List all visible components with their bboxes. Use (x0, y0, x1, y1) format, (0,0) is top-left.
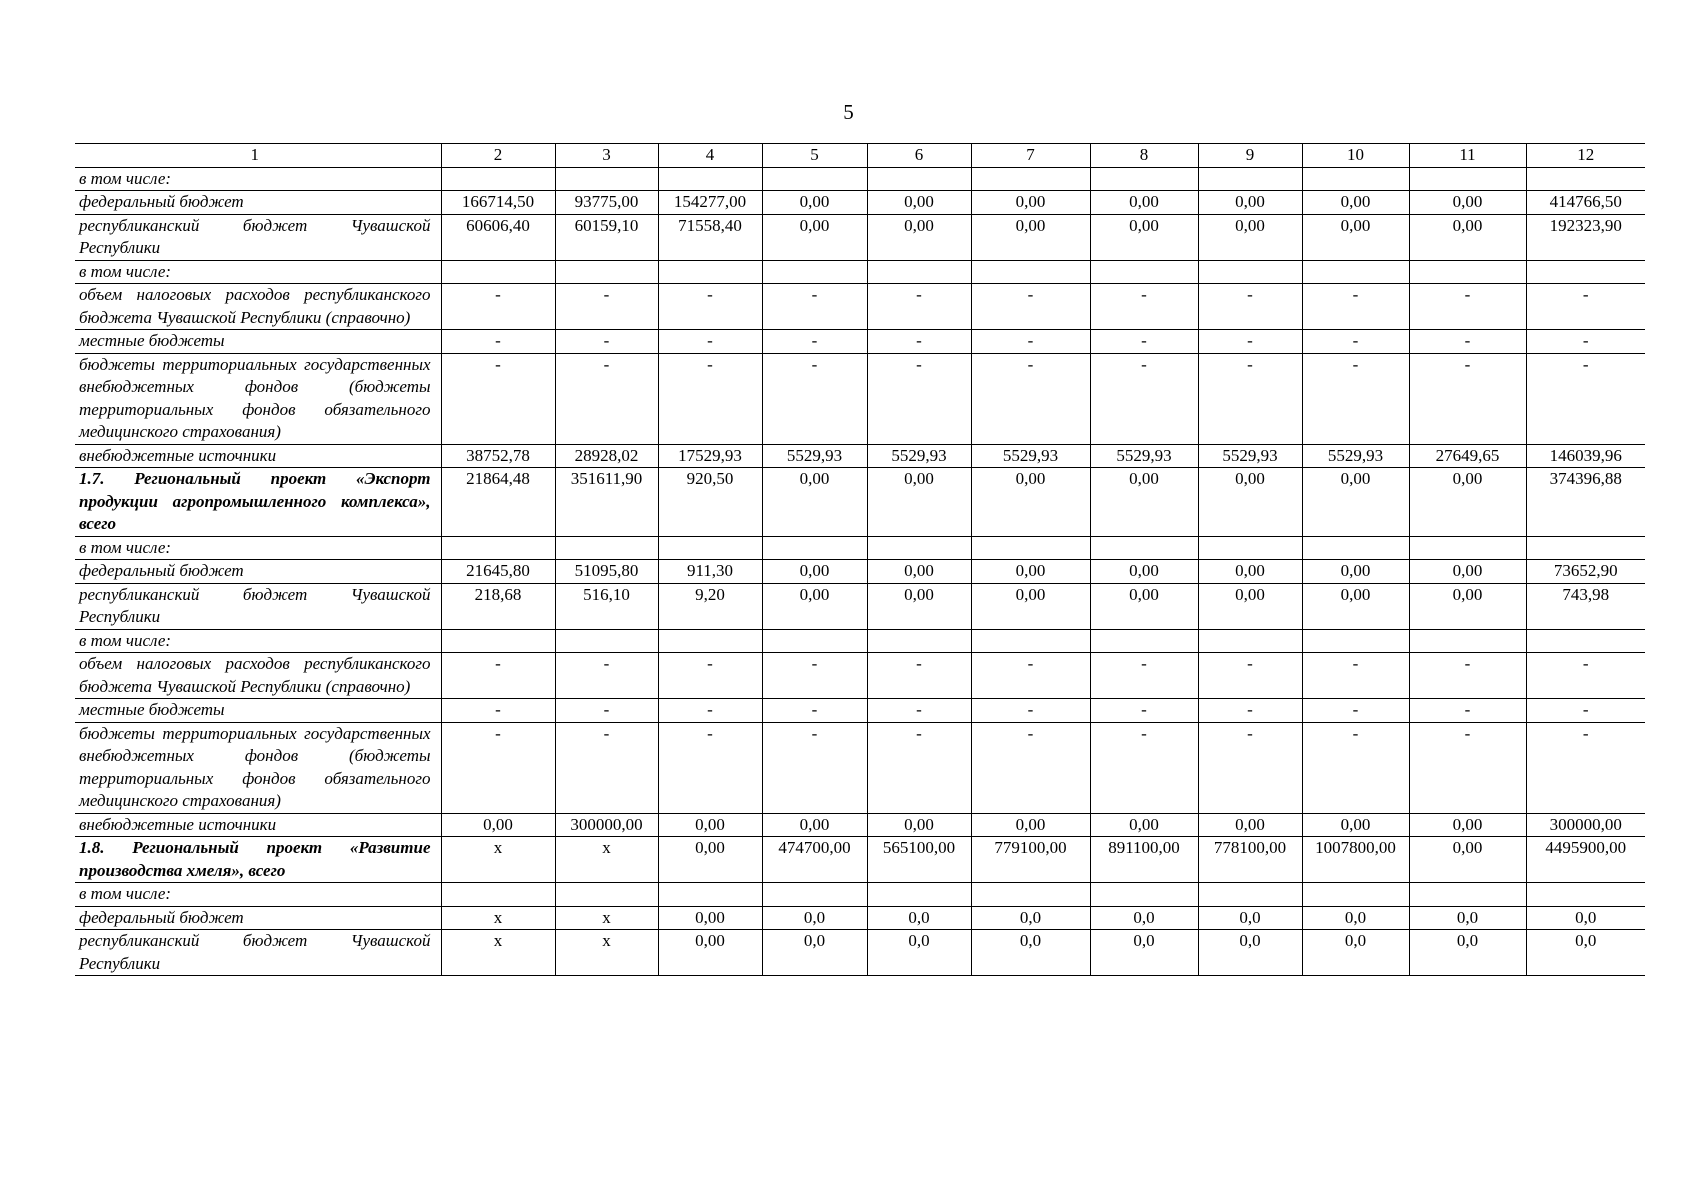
value-cell: х (441, 906, 555, 930)
value-cell: - (441, 699, 555, 723)
value-cell: - (971, 353, 1090, 444)
value-cell: 300000,00 (1526, 813, 1645, 837)
value-cell: 0,0 (867, 930, 971, 976)
column-header: 8 (1090, 144, 1198, 168)
value-cell: - (441, 284, 555, 330)
value-cell: 0,00 (762, 468, 867, 537)
value-cell (658, 536, 762, 560)
value-cell: 0,0 (1198, 906, 1302, 930)
value-cell: 73652,90 (1526, 560, 1645, 584)
value-cell: 0,00 (1302, 560, 1409, 584)
value-cell: 0,00 (1302, 214, 1409, 260)
value-cell (1526, 883, 1645, 907)
value-cell (658, 629, 762, 653)
value-cell (1526, 260, 1645, 284)
value-cell: - (658, 653, 762, 699)
value-cell: - (1198, 722, 1302, 813)
value-cell: - (867, 699, 971, 723)
value-cell: 0,0 (971, 906, 1090, 930)
row-label: внебюджетные источники (75, 444, 441, 468)
value-cell: - (762, 284, 867, 330)
value-cell: 154277,00 (658, 191, 762, 215)
value-cell: - (1090, 330, 1198, 354)
value-cell (867, 260, 971, 284)
value-cell (1302, 629, 1409, 653)
value-cell (1526, 536, 1645, 560)
value-cell (1409, 167, 1526, 191)
value-cell: - (1090, 653, 1198, 699)
table-row (75, 214, 1645, 260)
value-cell: 0,0 (1526, 906, 1645, 930)
value-cell (971, 167, 1090, 191)
column-header: 3 (555, 144, 658, 168)
value-cell: 0,00 (971, 813, 1090, 837)
value-cell: 0,00 (1198, 468, 1302, 537)
value-cell: 0,00 (971, 560, 1090, 584)
value-cell: 0,00 (1409, 468, 1526, 537)
table-row (75, 330, 1645, 354)
value-cell: - (1409, 722, 1526, 813)
value-cell: 0,00 (1090, 214, 1198, 260)
row-label: республиканский бюджет Чувашской Республики (75, 930, 441, 976)
value-cell: 0,00 (1198, 583, 1302, 629)
value-cell: - (867, 653, 971, 699)
value-cell: - (1090, 722, 1198, 813)
value-cell: х (555, 906, 658, 930)
value-cell: 0,0 (1409, 906, 1526, 930)
value-cell: - (1526, 284, 1645, 330)
value-cell: - (1526, 653, 1645, 699)
value-cell (555, 883, 658, 907)
row-label: объем налоговых расходов республиканского бюджета Чувашской Республики (справочно) (75, 284, 441, 330)
value-cell: 17529,93 (658, 444, 762, 468)
column-header: 10 (1302, 144, 1409, 168)
value-cell: - (1198, 653, 1302, 699)
value-cell: 5529,93 (1302, 444, 1409, 468)
value-cell: 0,00 (658, 930, 762, 976)
value-cell (971, 883, 1090, 907)
value-cell: 0,00 (658, 906, 762, 930)
value-cell: - (1526, 699, 1645, 723)
value-cell: 71558,40 (658, 214, 762, 260)
value-cell: 474700,00 (762, 837, 867, 883)
value-cell: 0,00 (1409, 191, 1526, 215)
value-cell (1090, 536, 1198, 560)
column-header: 12 (1526, 144, 1645, 168)
value-cell: - (555, 330, 658, 354)
value-cell: - (762, 353, 867, 444)
value-cell: 0,00 (1302, 813, 1409, 837)
value-cell: 0,0 (1090, 930, 1198, 976)
value-cell: 5529,93 (1198, 444, 1302, 468)
value-cell (1302, 260, 1409, 284)
value-cell: х (555, 930, 658, 976)
value-cell: 0,00 (867, 191, 971, 215)
value-cell: - (555, 722, 658, 813)
value-cell (1090, 883, 1198, 907)
value-cell: 0,00 (1198, 191, 1302, 215)
value-cell: 0,00 (867, 214, 971, 260)
value-cell: 565100,00 (867, 837, 971, 883)
value-cell (762, 629, 867, 653)
value-cell: - (658, 330, 762, 354)
value-cell: 0,0 (867, 906, 971, 930)
value-cell: 0,00 (762, 813, 867, 837)
value-cell (441, 629, 555, 653)
row-label: 1.8. Региональный проект «Развитие производства хмеля», всего (75, 837, 441, 883)
value-cell: 0,0 (1409, 930, 1526, 976)
row-label: внебюджетные источники (75, 813, 441, 837)
value-cell: 0,00 (867, 813, 971, 837)
value-cell: 0,00 (867, 468, 971, 537)
table-row (75, 930, 1645, 976)
value-cell: - (1302, 699, 1409, 723)
value-cell: 300000,00 (555, 813, 658, 837)
value-cell: - (1302, 353, 1409, 444)
value-cell: 21645,80 (441, 560, 555, 584)
value-cell (1090, 167, 1198, 191)
value-cell (1198, 536, 1302, 560)
row-label: местные бюджеты (75, 330, 441, 354)
value-cell: 51095,80 (555, 560, 658, 584)
value-cell: 0,00 (971, 214, 1090, 260)
value-cell: 778100,00 (1198, 837, 1302, 883)
row-label: федеральный бюджет (75, 560, 441, 584)
value-cell: 0,00 (1409, 813, 1526, 837)
value-cell: - (867, 330, 971, 354)
table-row (75, 629, 1645, 653)
value-cell: 5529,93 (867, 444, 971, 468)
value-cell: - (1090, 699, 1198, 723)
value-cell: 0,00 (762, 583, 867, 629)
value-cell (1302, 883, 1409, 907)
value-cell: - (1198, 353, 1302, 444)
table-row (75, 883, 1645, 907)
value-cell: 0,00 (1090, 583, 1198, 629)
value-cell: - (658, 722, 762, 813)
value-cell: 779100,00 (971, 837, 1090, 883)
table-row (75, 653, 1645, 699)
table-row (75, 583, 1645, 629)
value-cell: 0,0 (1526, 930, 1645, 976)
row-label: местные бюджеты (75, 699, 441, 723)
value-cell (762, 883, 867, 907)
value-cell (762, 536, 867, 560)
value-cell: 911,30 (658, 560, 762, 584)
value-cell: 5529,93 (1090, 444, 1198, 468)
value-cell: 374396,88 (1526, 468, 1645, 537)
value-cell: - (867, 722, 971, 813)
column-header: 5 (762, 144, 867, 168)
value-cell: 5529,93 (971, 444, 1090, 468)
value-cell: 0,00 (1409, 560, 1526, 584)
value-cell: 218,68 (441, 583, 555, 629)
row-label: в том числе: (75, 260, 441, 284)
value-cell (555, 536, 658, 560)
table-row (75, 167, 1645, 191)
value-cell: - (1302, 330, 1409, 354)
row-label: федеральный бюджет (75, 191, 441, 215)
column-header: 1 (75, 144, 441, 168)
value-cell: - (555, 353, 658, 444)
value-cell (1090, 629, 1198, 653)
value-cell: - (441, 653, 555, 699)
value-cell: х (441, 837, 555, 883)
table-row (75, 536, 1645, 560)
value-cell (867, 167, 971, 191)
value-cell: 60159,10 (555, 214, 658, 260)
value-cell: - (441, 330, 555, 354)
value-cell (658, 883, 762, 907)
row-label: в том числе: (75, 883, 441, 907)
value-cell (441, 883, 555, 907)
value-cell: 60606,40 (441, 214, 555, 260)
value-cell: х (555, 837, 658, 883)
page-number: 5 (843, 100, 854, 124)
value-cell: 0,00 (762, 560, 867, 584)
value-cell (1090, 260, 1198, 284)
value-cell (1198, 883, 1302, 907)
value-cell: - (1302, 722, 1409, 813)
value-cell: - (762, 330, 867, 354)
table-row (75, 906, 1645, 930)
value-cell: - (1409, 330, 1526, 354)
value-cell: - (971, 284, 1090, 330)
value-cell: 38752,78 (441, 444, 555, 468)
table-body (75, 144, 1645, 976)
header-row (75, 144, 1645, 168)
value-cell (1409, 883, 1526, 907)
value-cell: - (1409, 284, 1526, 330)
value-cell: 93775,00 (555, 191, 658, 215)
value-cell: 4495900,00 (1526, 837, 1645, 883)
value-cell: 27649,65 (1409, 444, 1526, 468)
value-cell: - (1302, 284, 1409, 330)
row-label: бюджеты территориальных государственных внебюджетных фондов (бюджеты территориальных фондов обязательного медицинского страхования) (75, 353, 441, 444)
value-cell: 9,20 (658, 583, 762, 629)
column-header: 9 (1198, 144, 1302, 168)
value-cell (762, 260, 867, 284)
value-cell: 0,00 (971, 583, 1090, 629)
row-label: республиканский бюджет Чувашской Республики (75, 583, 441, 629)
value-cell: 0,00 (1198, 813, 1302, 837)
value-cell: - (1409, 653, 1526, 699)
value-cell (1526, 629, 1645, 653)
value-cell (971, 536, 1090, 560)
value-cell: - (1302, 653, 1409, 699)
table-row (75, 722, 1645, 813)
value-cell (555, 629, 658, 653)
value-cell: - (1409, 353, 1526, 444)
value-cell: 192323,90 (1526, 214, 1645, 260)
value-cell: - (658, 699, 762, 723)
value-cell: 0,00 (1409, 214, 1526, 260)
value-cell: 0,0 (762, 906, 867, 930)
value-cell: 0,00 (658, 837, 762, 883)
value-cell: 0,0 (1302, 930, 1409, 976)
value-cell (1198, 629, 1302, 653)
value-cell: 516,10 (555, 583, 658, 629)
value-cell: - (441, 722, 555, 813)
value-cell: - (971, 699, 1090, 723)
value-cell: - (1526, 330, 1645, 354)
value-cell: - (1409, 699, 1526, 723)
value-cell: - (1198, 330, 1302, 354)
column-header: 6 (867, 144, 971, 168)
value-cell (1409, 536, 1526, 560)
column-header: 7 (971, 144, 1090, 168)
value-cell: - (762, 653, 867, 699)
value-cell (555, 260, 658, 284)
value-cell (658, 260, 762, 284)
row-label: республиканский бюджет Чувашской Республики (75, 214, 441, 260)
value-cell: - (971, 653, 1090, 699)
value-cell: - (1198, 699, 1302, 723)
value-cell (441, 536, 555, 560)
value-cell: 0,00 (1198, 560, 1302, 584)
value-cell: 0,00 (1409, 837, 1526, 883)
value-cell: 0,00 (1090, 191, 1198, 215)
value-cell (1302, 167, 1409, 191)
value-cell: 0,00 (971, 191, 1090, 215)
row-label: в том числе: (75, 536, 441, 560)
value-cell: - (1090, 353, 1198, 444)
value-cell: 166714,50 (441, 191, 555, 215)
table-row (75, 353, 1645, 444)
value-cell: 0,0 (1302, 906, 1409, 930)
value-cell (867, 536, 971, 560)
table-row (75, 444, 1645, 468)
value-cell: 5529,93 (762, 444, 867, 468)
value-cell: 0,00 (1090, 468, 1198, 537)
value-cell: 0,00 (441, 813, 555, 837)
table-row (75, 284, 1645, 330)
value-cell: 0,00 (762, 214, 867, 260)
row-label: 1.7. Региональный проект «Экспорт продукции агропромышленного комплекса», всего (75, 468, 441, 537)
value-cell: - (867, 353, 971, 444)
value-cell (441, 260, 555, 284)
value-cell: - (555, 284, 658, 330)
value-cell: 891100,00 (1090, 837, 1198, 883)
value-cell (658, 167, 762, 191)
value-cell (867, 629, 971, 653)
row-label: бюджеты территориальных государственных внебюджетных фондов (бюджеты территориальных фондов обязательного медицинского страхования) (75, 722, 441, 813)
value-cell: - (971, 722, 1090, 813)
value-cell: 0,00 (762, 191, 867, 215)
column-header: 11 (1409, 144, 1526, 168)
value-cell (971, 260, 1090, 284)
value-cell: 0,00 (1409, 583, 1526, 629)
value-cell: 0,00 (1090, 813, 1198, 837)
value-cell: - (1090, 284, 1198, 330)
value-cell: 743,98 (1526, 583, 1645, 629)
value-cell: 0,00 (1198, 214, 1302, 260)
value-cell (555, 167, 658, 191)
value-cell: 0,0 (1090, 906, 1198, 930)
value-cell (1198, 260, 1302, 284)
value-cell: 0,00 (971, 468, 1090, 537)
value-cell: 1007800,00 (1302, 837, 1409, 883)
table-row (75, 560, 1645, 584)
table-row (75, 260, 1645, 284)
value-cell: 0,0 (971, 930, 1090, 976)
row-label: объем налоговых расходов республиканского бюджета Чувашской Республики (справочно) (75, 653, 441, 699)
value-cell: 146039,96 (1526, 444, 1645, 468)
value-cell: - (555, 699, 658, 723)
column-header: 2 (441, 144, 555, 168)
value-cell (1526, 167, 1645, 191)
value-cell: х (441, 930, 555, 976)
value-cell: - (971, 330, 1090, 354)
value-cell: 21864,48 (441, 468, 555, 537)
value-cell: - (555, 653, 658, 699)
value-cell (867, 883, 971, 907)
column-header: 4 (658, 144, 762, 168)
value-cell (1302, 536, 1409, 560)
value-cell (441, 167, 555, 191)
section-row (75, 468, 1645, 537)
value-cell: 0,0 (762, 930, 867, 976)
value-cell: 0,00 (867, 583, 971, 629)
value-cell: 920,50 (658, 468, 762, 537)
value-cell (971, 629, 1090, 653)
value-cell: 0,00 (1302, 191, 1409, 215)
value-cell: 351611,90 (555, 468, 658, 537)
value-cell: - (762, 722, 867, 813)
value-cell: 0,00 (867, 560, 971, 584)
value-cell: 0,00 (1302, 583, 1409, 629)
table-row (75, 191, 1645, 215)
row-label: в том числе: (75, 167, 441, 191)
value-cell: - (441, 353, 555, 444)
value-cell (1198, 167, 1302, 191)
value-cell: 414766,50 (1526, 191, 1645, 215)
value-cell: - (1526, 722, 1645, 813)
value-cell (1409, 260, 1526, 284)
value-cell: 0,00 (1302, 468, 1409, 537)
table-row (75, 813, 1645, 837)
row-label: в том числе: (75, 629, 441, 653)
section-row (75, 837, 1645, 883)
value-cell (1409, 629, 1526, 653)
table-row (75, 699, 1645, 723)
value-cell: - (658, 353, 762, 444)
value-cell: 28928,02 (555, 444, 658, 468)
value-cell: 0,00 (1090, 560, 1198, 584)
value-cell: - (762, 699, 867, 723)
value-cell: - (1198, 284, 1302, 330)
value-cell (762, 167, 867, 191)
budget-table (75, 143, 1645, 976)
value-cell: 0,0 (1198, 930, 1302, 976)
value-cell: - (867, 284, 971, 330)
row-label: федеральный бюджет (75, 906, 441, 930)
value-cell: 0,00 (658, 813, 762, 837)
value-cell: - (658, 284, 762, 330)
value-cell: - (1526, 353, 1645, 444)
